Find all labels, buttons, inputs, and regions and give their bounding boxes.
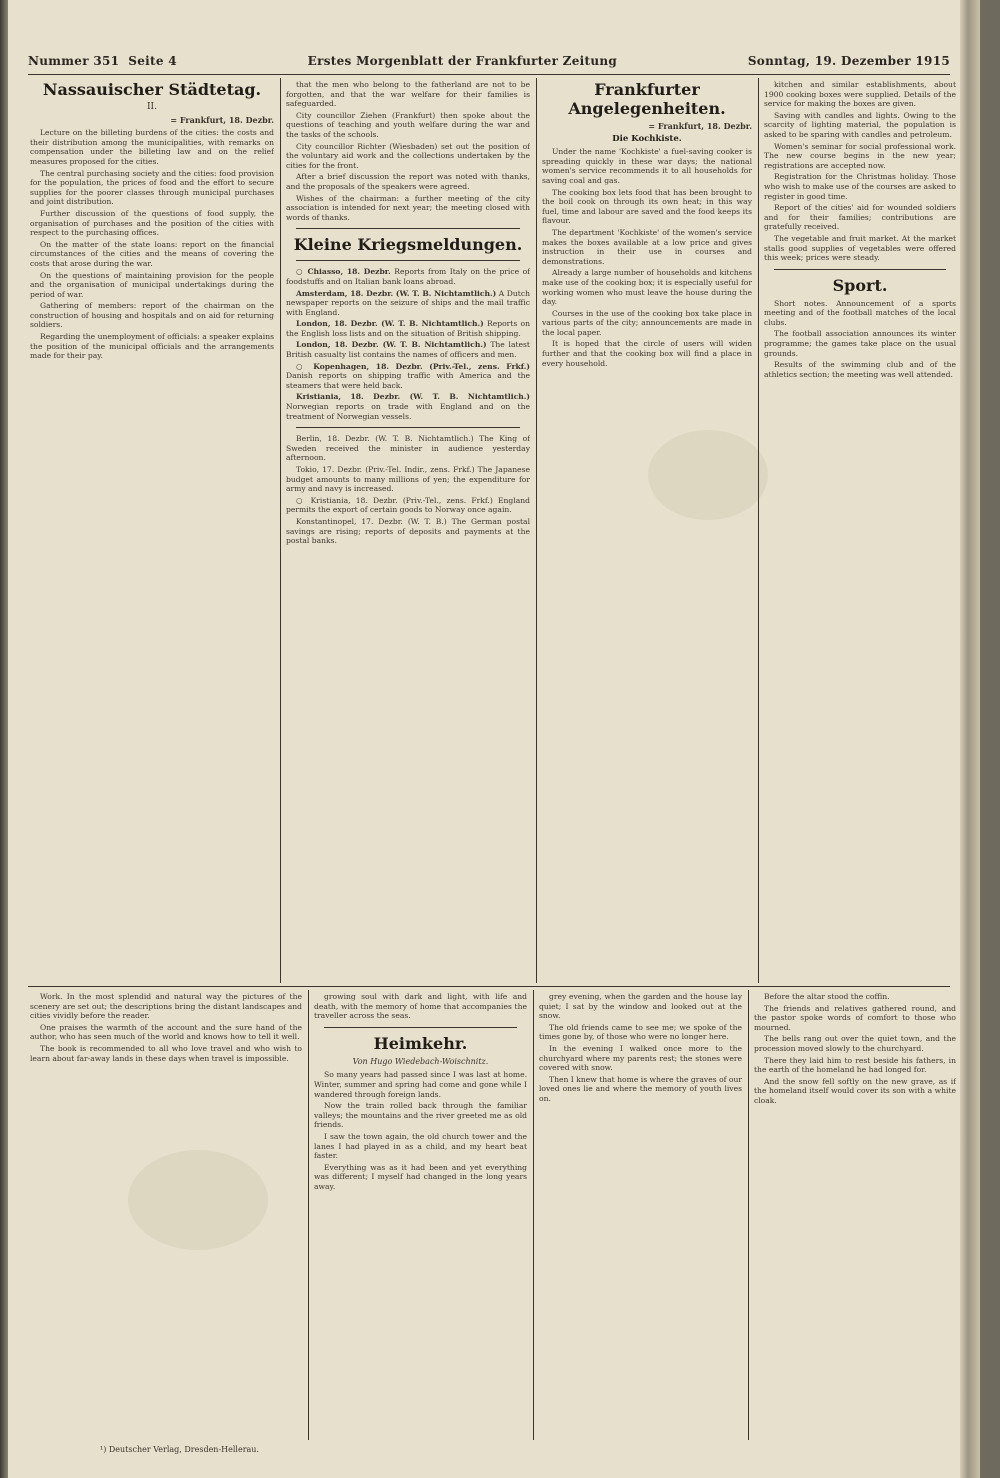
item-dateline: Amsterdam, 18. Dezbr. (W. T. B. Nichtamtlich.) — [296, 288, 497, 298]
item-text: Reports from Italy on the price of foodstuffs and on Italian bank loans abroad. — [286, 267, 530, 286]
paragraph: growing soul with dark and light, with life and death, with the memory of home that accompanies the traveller across the seas. — [314, 992, 527, 1021]
paragraph: Courses in the use of the cooking box take place in various parts of the city; announcements are made in the local paper. — [542, 308, 752, 337]
headline-staedtetag: Nassauischer Städtetag. — [42, 80, 262, 99]
paragraph: I saw the town again, the old church tower and the lanes I had played in as a child, and my heart beat faster. — [314, 1131, 527, 1161]
dateline: = Frankfurt, 18. Dezbr. — [648, 121, 752, 131]
issue-number: Nummer 351 Seite 4 — [28, 54, 177, 68]
column-1 — [30, 80, 274, 980]
headline-sport: Sport. — [832, 275, 888, 295]
paragraph: Women's seminar for social professional work. The new course begins in the new year; registrations are accepted now. — [764, 141, 956, 170]
feuilleton-rule — [28, 986, 950, 987]
paragraph: The vegetable and fruit market. At the market stalls good supplies of vegetables were offered this week; prices were steady. — [764, 233, 956, 263]
paragraph: Tokio, 17. Dezbr. (Priv.-Tel. Indir., zens. Frkf.) The Japanese budget amounts to many millions of yen; the expenditure for army and navy is increased. — [286, 465, 530, 494]
paragraph: And the snow fell softly on the new grave, as if the homeland itself would cover its son with a white cloak. — [754, 1076, 956, 1105]
paragraph: kitchen and similar establishments, about 1900 cooking boxes were supplied. Details of the service for making the boxes are given. — [764, 80, 956, 109]
feuilleton-column-3 — [539, 992, 742, 1437]
column-rule — [280, 78, 281, 983]
byline: Von Hugo Wiedebach-Woischnitz. — [352, 1056, 489, 1066]
paragraph: Registration for the Christmas holiday. Those who wish to make use of the courses are asked to register in good time. — [764, 172, 956, 201]
paragraph: Before the altar stood the coffin. — [764, 992, 890, 1001]
item-dateline: London, 18. Dezbr. (W. T. B. Nichtamtlich.) — [296, 340, 487, 350]
item-text: Reports on the English loss lists and on the situation of British shipping. — [286, 319, 530, 338]
paragraph: The department 'Kochkiste' of the women's service makes the boxes available at a low price and gives instruction in their use in courses and demonstrations. — [542, 227, 752, 266]
item-text: The latest British casualty list contains the names of officers and men. — [286, 340, 530, 360]
paragraph: Results of the swimming club and of the athletics section; the meeting was well attended. — [764, 360, 956, 379]
feuilleton-column-4 — [754, 992, 956, 1437]
book-spine — [0, 0, 8, 1478]
paragraph: Under the name 'Kochkiste' a fuel-saving cooker is spreading quickly in these war days; the national women's service recommends it to all households for saving coal and gas. — [542, 147, 752, 185]
item-dateline: ○ Chiasso, 18. Dezbr. — [296, 267, 391, 277]
item-dateline: London, 18. Dezbr. (W. T. B. Nichtamtlich.) — [296, 319, 484, 329]
column-rule — [308, 990, 309, 1440]
paragraph: Further discussion of the questions of food supply, the organisation of purchases and the position of the cities with respect to the purchasing offices. — [30, 208, 274, 238]
paragraph: On the matter of the state loans: report on the financial circumstances of the cities and the means of covering the costs that arose during the war. — [30, 239, 274, 268]
masthead-rule — [28, 74, 950, 75]
paragraph: Work. In the most splendid and natural way the pictures of the scenery are set out; the descriptions bring the distant landscapes and cities vividly before the reader. — [30, 992, 302, 1021]
paragraph: Already a large number of households and kitchens make use of the cooking box; it is especially useful for working women who must leave the house during the day. — [542, 268, 752, 307]
paragraph: It is hoped that the circle of users will widen further and that the cooking box will find a place in every household. — [542, 339, 752, 368]
paragraph: The old friends came to see me; we spoke of the times gone by, of those who were no longer here. — [539, 1022, 742, 1042]
paragraph: There they laid him to rest beside his fathers, in the earth of the homeland he had longed for. — [754, 1055, 956, 1075]
paragraph: that the men who belong to the fatherland are not to be forgotten, and that the war welfare for their families is safeguarded. — [286, 80, 530, 109]
paragraph: Gathering of members: report of the chairman on the construction of housing and hospitals and on aid for returning soldiers. — [30, 301, 274, 330]
paragraph: Then I knew that home is where the graves of our loved ones lie and where the memory of youth lives on. — [539, 1074, 742, 1103]
paragraph: Everything was as it had been and yet everything was different; I myself had changed in the long years away. — [314, 1162, 527, 1191]
paragraph: City councillor Ziehen (Frankfurt) then spoke about the questions of teaching and youth welfare during the war and the tasks of the schools. — [286, 110, 530, 139]
paragraph: Lecture on the billeting burdens of the cities: the costs and their distribution among the municipalities, with remarks on compensation under the billeting law and on the relief measures proposed for the cities. — [30, 128, 274, 166]
newspaper-title: Erstes Morgenblatt der Frankfurter Zeitung — [307, 54, 618, 68]
paragraph: Regarding the unemployment of officials: a speaker explains the position of the municipal officials and the arrangements made for their pay. — [30, 332, 274, 361]
page-edge — [960, 0, 980, 1478]
paragraph: City councillor Richter (Wiesbaden) set out the position of the voluntary aid work and the collections undertaken by the cities for the front. — [286, 141, 530, 170]
paragraph: Wishes of the chairman: a further meeting of the city association is intended for next year; the meeting closed with words of thanks. — [286, 193, 530, 222]
paragraph: After a brief discussion the report was noted with thanks, and the proposals of the speakers were agreed. — [286, 172, 530, 191]
column-rule — [748, 990, 749, 1440]
column-4 — [764, 80, 956, 980]
footnote: ¹) Deutscher Verlag, Dresden-Hellerau. — [100, 1445, 260, 1454]
column-rule — [758, 78, 759, 983]
paragraph: Konstantinopel, 17. Dezbr. (W. T. B.) The German postal savings are rising; reports of deposits and payments at the postal banks. — [286, 516, 530, 546]
feuilleton-column-1 — [30, 992, 302, 1437]
paragraph: So many years had passed since I was last at home. Winter, summer and spring had come and gone while I wandered through foreign lands. — [314, 1070, 527, 1099]
paragraph: Saving with candles and lights. Owing to the scarcity of lighting material, the population is asked to be sparing with candles and petroleum. — [764, 110, 956, 139]
headline-kriegsmeldungen: Kleine Kriegsmeldungen. — [293, 235, 523, 255]
paragraph: Berlin, 18. Dezbr. (W. T. B. Nichtamtlich.) The King of Sweden received the minister in audience yesterday afternoon. — [286, 434, 530, 463]
item-dateline: ○ Kopenhagen, 18. Dezbr. (Priv.-Tel., zens. Frkf.) — [296, 361, 530, 371]
paragraph: The football association announces its winter programme; the games take place on the usual grounds. — [764, 329, 956, 358]
part-number: II. — [147, 102, 157, 112]
headline-angelegenheiten: Frankfurter Angelegenheiten. — [568, 80, 726, 118]
paragraph: The cooking box lets food that has been brought to the boil cook on through its own heat; in this way fuel, time and labour are saved and the food keeps its flavour. — [542, 187, 752, 226]
paragraph: ○ Kristiania, 18. Dezbr. (Priv.-Tel., zens. Frkf.) England permits the export of certain goods to Norway once again. — [286, 495, 530, 515]
paragraph: The friends and relatives gathered round, and the pastor spoke words of comfort to those who mourned. — [754, 1003, 956, 1032]
item-text: Danish reports on shipping traffic with America and the steamers that were held back. — [286, 371, 530, 390]
column-rule — [536, 78, 537, 983]
subhead-kochkiste: Die Kochkiste. — [612, 133, 682, 144]
paragraph: Now the train rolled back through the familiar valleys; the mountains and the river greeted me as old friends. — [314, 1101, 527, 1130]
dateline: = Frankfurt, 18. Dezbr. — [170, 114, 274, 125]
column-3 — [542, 80, 752, 980]
feuilleton-column-2 — [314, 992, 527, 1437]
paragraph: Report of the cities' aid for wounded soldiers and for their families; contributions are gratefully received. — [764, 203, 956, 232]
item-text: A Dutch newspaper reports on the seizure of ships and the mail traffic with England. — [286, 288, 530, 317]
paragraph: grey evening, when the garden and the house lay quiet; I sat by the window and looked out at the snow. — [539, 992, 742, 1021]
masthead — [28, 54, 950, 72]
item-dateline: Kristiania, 18. Dezbr. (W. T. B. Nichtamtlich.) — [296, 392, 530, 402]
newspaper-page — [8, 0, 980, 1478]
column-rule — [533, 990, 534, 1440]
item-text: Norwegian reports on trade with England and on the treatment of Norwegian vessels. — [286, 402, 530, 421]
column-2 — [286, 80, 530, 980]
paragraph: The book is recommended to all who love travel and who wish to learn about far-away lands in these days when travel is impossible. — [30, 1043, 302, 1063]
headline-heimkehr: Heimkehr. — [373, 1033, 468, 1053]
paragraph: The central purchasing society and the cities: food provision for the population, the prices of food and the effort to secure supplies for the poorer classes through municipal purchases and joint distribution. — [30, 168, 274, 207]
paragraph: One praises the warmth of the account and the sure hand of the author, who has seen much of the world and knows how to tell it well. — [30, 1022, 302, 1042]
paragraph: Short notes. Announcement of a sports meeting and of the football matches of the local clubs. — [764, 298, 956, 327]
paragraph: The bells rang out over the quiet town, and the procession moved slowly to the churchyard. — [754, 1034, 956, 1053]
paragraph: On the questions of maintaining provision for the people and the organisation of municipal undertakings during the period of war. — [30, 270, 274, 299]
paragraph: In the evening I walked once more to the churchyard where my parents rest; the stones were covered with snow. — [539, 1043, 742, 1073]
issue-date: Sonntag, 19. Dezember 1915 — [747, 54, 950, 68]
